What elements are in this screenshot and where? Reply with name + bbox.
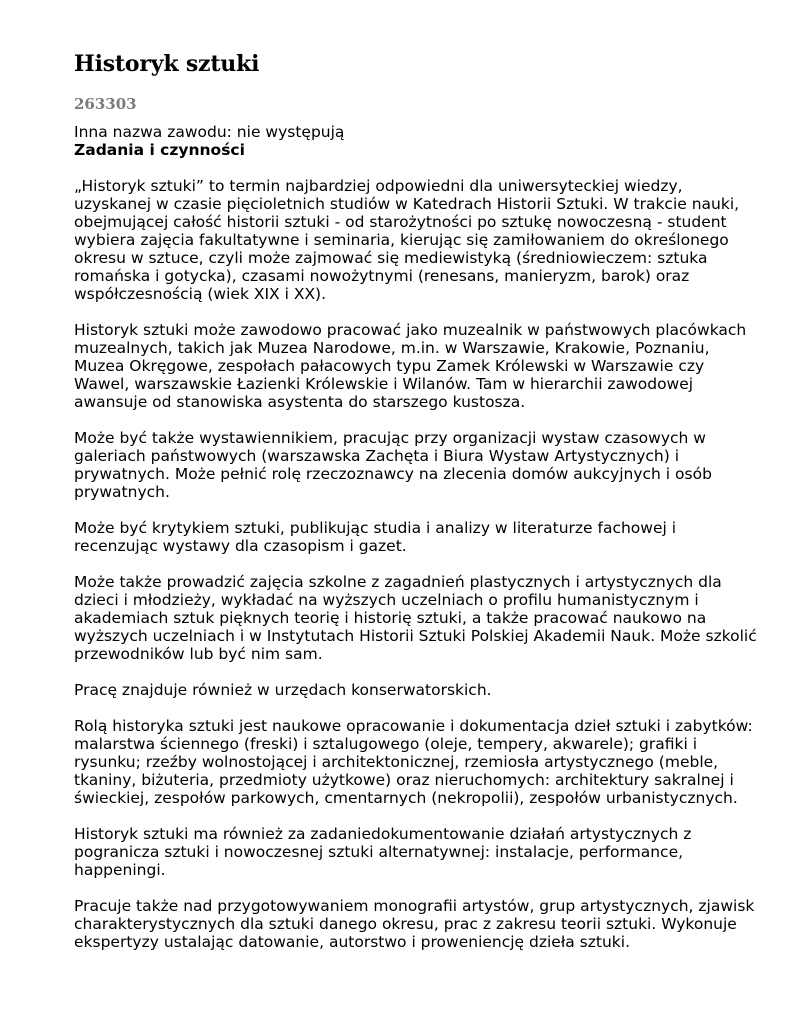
section-heading: Zadania i czynności (74, 141, 245, 159)
page-title: Historyk sztuki (74, 51, 260, 77)
paragraph: Może także prowadzić zajęcia szkolne z zagadnień plastycznych i artystycznych dla dzieci i młodzieży, wykładać na wyższych uczelniach o profilu humanistycznym i akademiach sztuk pięknych teorię i historię sztuki, a także pracować naukowo na wyższych uczelniach i w Instytutach Historii Sztuki Polskiej Akademii Nauk. Może szkolić przewodników lub być nim sam. (74, 573, 757, 663)
paragraph-list (74, 177, 764, 951)
alternative-name: Inna nazwa zawodu: nie występują (74, 123, 345, 141)
occupation-code: 263303 (74, 95, 137, 113)
paragraph: Rolą historyka sztuki jest naukowe opracowanie i dokumentacja dzieł sztuki i zabytków: malarstwa ściennego (freski) i sztalugowego (oleje, tempery, akwarele); grafiki i rysunku; rzeźby wolnostojącej i architektonicznej, rzemiosła artystycznego (meble, tkaniny, biżuteria, przedmioty użytkowe) oraz nieruchomych: architektury sakralnej i świeckiej, zespołów parkowych, cmentarnych (nekropolii), zespołów urbanistycznych. (74, 717, 753, 807)
document-page (74, 50, 764, 967)
paragraph: Może być także wystawiennikiem, pracując przy organizacji wystaw czasowych w galeriach państwowych (warszawska Zachęta i Biura Wystaw Artystycznych) i prywatnych. Może pełnić rolę rzeczoznawcy na zlecenia domów aukcyjnych i osób prywatnych. (74, 429, 712, 501)
paragraph: Historyk sztuki może zawodowo pracować jako muzealnik w państwowych placówkach muzealnych, takich jak Muzea Narodowe, m.in. w Warszawie, Krakowie, Poznaniu, Muzea Okręgowe, zespołach pałacowych typu Zamek Królewski w Warszawie czy Wawel, warszawskie Łazienki Królewskie i Wilanów. Tam w hierarchii zawodowej awansuje od stanowiska asystenta do starszego kustosza. (74, 321, 747, 411)
paragraph: Historyk sztuki ma również za zadaniedokumentowanie działań artystycznych z pogranicza sztuki i nowoczesnej sztuki alternatywnej: instalacje, performance, happeningi. (74, 825, 692, 879)
paragraph: „Historyk sztuki” to termin najbardziej odpowiedni dla uniwersyteckiej wiedzy, uzyskanej w czasie pięcioletnich studiów w Katedrach Historii Sztuki. W trakcie nauki, obejmującej całość historii sztuki - od starożytności po sztukę nowoczesną - student wybiera zajęcia fakultatywne i seminaria, kierując się zamiłowaniem do określonego okresu w sztuce, czyli może zajmować się mediewistyką (średniowieczem: sztuka romańska i gotycka), czasami nowożytnymi (renesans, manieryzm, barok) oraz współczesnością (wiek XIX i XX). (74, 177, 740, 303)
paragraph: Może być krytykiem sztuki, publikując studia i analizy w literaturze fachowej i recenzując wystawy dla czasopism i gazet. (74, 519, 677, 555)
paragraph: Pracę znajduje również w urzędach konserwatorskich. (74, 681, 492, 699)
paragraph: Pracuje także nad przygotowywaniem monografii artystów, grup artystycznych, zjawisk charakterystycznych dla sztuki danego okresu, prac z zakresu teorii sztuki. Wykonuje ekspertyzy ustalając datowanie, autorstwo i proweniencję dzieła sztuki. (74, 897, 755, 951)
